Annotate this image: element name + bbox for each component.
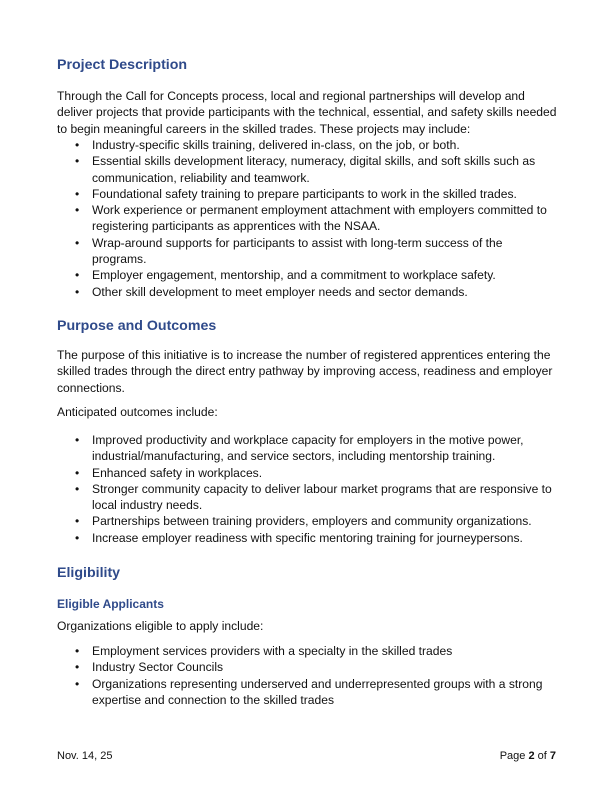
heading-project-description: Project Description [57, 57, 188, 73]
list-item: • Increase employer readiness with specific mentoring training for journeypersons. [75, 530, 523, 545]
list-item: • Industry Sector Councils [75, 660, 224, 675]
list-item: • Foundational safety training to prepare participants to work in the skilled trades. [75, 186, 517, 201]
bullet-icon: • [75, 284, 80, 299]
list-item: • Essential skills development literacy, numeracy, digital skills, and soft skills such as communication, reliability and teamwork. [75, 154, 536, 185]
bullet-icon: • [75, 660, 80, 675]
outcomes-label: Anticipated outcomes include: [57, 405, 218, 419]
current-page: 2 [528, 750, 535, 762]
bullet-icon: • [75, 676, 80, 691]
project-description-intro: Through the Call for Concepts process, local and regional partnerships will develop and deliver projects that provide participants with the technical, essential, and safety skills needed to begin meaningful careers in the skilled trades. These projects may include: [57, 89, 557, 136]
footer-date: Nov. 14, 25 [57, 750, 113, 762]
list-item: • Employment services providers with a specialty in the skilled trades [75, 644, 453, 658]
footer-page-number: Page 2 of 7 [499, 750, 556, 762]
outcomes-list [57, 432, 557, 546]
bullet-icon: • [75, 530, 80, 545]
list-item: • Partnerships between training providers, employers and community organizations. [75, 514, 532, 529]
total-pages: 7 [549, 750, 556, 762]
bullet-icon: • [75, 433, 80, 447]
list-item: • Wrap-around supports for participants to assist with long-term success of the programs. [75, 235, 503, 267]
heading-purpose-outcomes: Purpose and Outcomes [57, 318, 217, 334]
bullet-icon: • [75, 235, 80, 250]
list-item: • Enhanced safety in workplaces. [75, 465, 263, 480]
project-description-list [57, 137, 557, 300]
bullet-icon: • [75, 268, 80, 283]
list-item: • Organizations representing underserved and underrepresented groups with a strong expertise and connection to the skilled trades [75, 676, 543, 707]
bullet-icon: • [75, 481, 80, 496]
bullet-icon: • [75, 465, 80, 480]
heading-eligibility: Eligibility [57, 565, 121, 581]
bullet-icon: • [75, 186, 80, 201]
list-item: • Work experience or permanent employment attachment with employers committed to registering participants as apprentices with the NSAA. [75, 203, 547, 234]
eligibility-list [57, 643, 557, 708]
bullet-icon: • [75, 644, 80, 658]
bullet-icon: • [75, 138, 80, 152]
list-item: • Stronger community capacity to deliver labour market programs that are responsive to local industry needs. [75, 481, 552, 513]
list-item: • Other skill development to meet employer needs and sector demands. [75, 284, 468, 299]
bullet-icon: • [75, 514, 80, 529]
bullet-icon: • [75, 154, 80, 169]
list-item: • Industry-specific skills training, delivered in-class, on the job, or both. [75, 138, 460, 152]
list-item: • Employer engagement, mentorship, and a commitment to workplace safety. [75, 268, 496, 283]
list-item: • Improved productivity and workplace capacity for employers in the motive power, industrial/manufacturing, and service sectors, including mentorship training. [75, 433, 524, 464]
eligibility-intro: Organizations eligible to apply include: [57, 619, 264, 633]
bullet-icon: • [75, 203, 80, 218]
subheading-eligible-applicants: Eligible Applicants [57, 597, 164, 611]
purpose-intro: The purpose of this initiative is to increase the number of registered apprentices entering the skilled trades through the direct entry pathway by improving access, readiness and employer connections. [57, 348, 553, 395]
